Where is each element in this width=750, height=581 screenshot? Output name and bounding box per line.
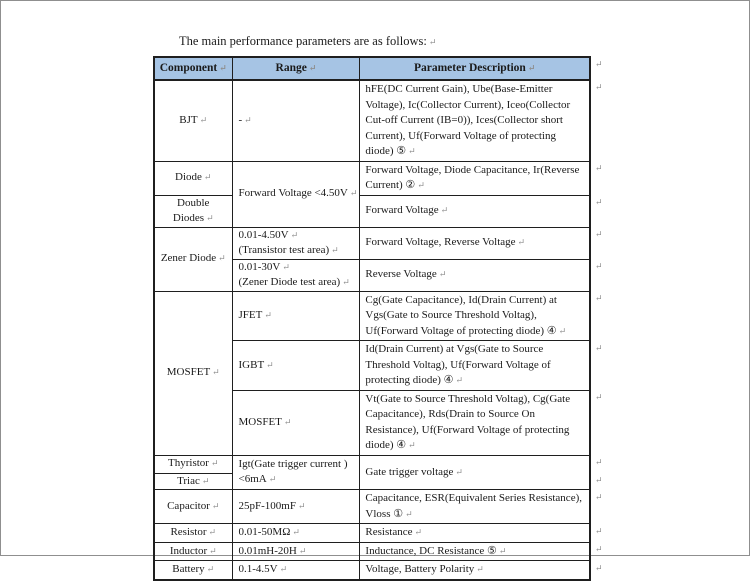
- cell-range: 0.1-4.5V ↵: [232, 561, 360, 580]
- paragraph-mark-icon: ↵: [283, 416, 292, 427]
- cell-description: Voltage, Battery Polarity ↵: [360, 561, 590, 580]
- row-end-mark-icon: ↵: [595, 229, 603, 239]
- paragraph-mark-icon: ↵: [405, 508, 413, 519]
- cell-range: MOSFET ↵: [232, 390, 360, 455]
- paragraph-mark-icon: ↵: [428, 37, 437, 47]
- cell-range: - ↵: [232, 80, 360, 161]
- cell-component: Double Diodes ↵: [154, 195, 232, 227]
- paragraph-mark-icon: ↵: [209, 545, 217, 556]
- paragraph-mark-icon: ↵: [342, 277, 350, 287]
- row-end-mark-icon: ↵: [595, 457, 603, 467]
- cell-description: Forward Voltage ↵: [360, 195, 590, 227]
- paragraph-mark-icon: ↵: [218, 253, 226, 264]
- paragraph-mark-icon: ↵: [414, 527, 423, 537]
- cell-range: IGBT ↵: [232, 341, 360, 391]
- cell-description: Forward Voltage, Reverse Voltage ↵: [360, 227, 590, 259]
- table-container: [153, 56, 603, 581]
- cell-description: Inductance, DC Resistance ⑤ ↵: [360, 542, 590, 561]
- intro-text: The main performance parameters are as follows: ↵: [179, 34, 437, 48]
- row-end-mark-icon: ↵: [595, 563, 603, 573]
- range-line-1: 0.01-4.50V ↵: [238, 228, 299, 241]
- cell-range: 0.01mH-20H ↵: [232, 542, 360, 561]
- cell-range: 25pF-100mF ↵: [232, 490, 360, 524]
- row-end-mark-icon: ↵: [595, 492, 603, 502]
- table-row: [154, 524, 590, 543]
- row-end-mark-icon: ↵: [595, 293, 603, 303]
- paragraph-mark-icon: ↵: [206, 564, 215, 574]
- paragraph-mark-icon: ↵: [298, 545, 307, 556]
- range-line-1: 0.01-30V ↵: [238, 260, 290, 273]
- paragraph-mark-icon: ↵: [417, 180, 425, 190]
- cell-description: Forward Voltage, Diode Capacitance, Ir(Reverse Current) ② ↵: [360, 161, 590, 195]
- row-end-mark-icon: ↵: [595, 526, 603, 536]
- paragraph-mark-icon: ↵: [438, 269, 447, 280]
- table-row: [154, 80, 590, 161]
- cell-component: Triac ↵: [154, 473, 232, 490]
- paragraph-mark-icon: ↵: [212, 367, 220, 378]
- cell-range: [232, 259, 360, 291]
- paragraph-mark-icon: ↵: [208, 527, 217, 537]
- cell-component: Zener Diode ↵: [154, 227, 232, 291]
- paragraph-mark-icon: ↵: [199, 115, 208, 125]
- paragraph-mark-icon: ↵: [268, 474, 277, 485]
- cell-description: Vt(Gate to Source Threshold Voltag), Cg(Gate Capacitance), Rds(Drain to Source On Resistance), Uf(Forward Voltage of protecting diode) ④ ↵: [360, 390, 590, 455]
- cell-component: Resistor ↵: [154, 524, 232, 543]
- paragraph-mark-icon: ↵: [331, 245, 339, 255]
- cell-description: Id(Drain Current) at Vgs(Gate to Source Threshold Voltag), Uf(Forward Voltage of protecting diode) ④ ↵: [360, 341, 590, 391]
- row-end-mark-icon: ↵: [595, 392, 603, 402]
- header-row: [154, 57, 590, 80]
- cell-component: BJT ↵: [154, 80, 232, 161]
- table-row: [154, 561, 590, 580]
- paragraph-mark-icon: ↵: [201, 475, 210, 486]
- cell-description: Reverse Voltage ↵: [360, 259, 590, 291]
- row-end-mark-icon: ↵: [595, 163, 603, 173]
- table-row: [154, 161, 590, 195]
- paragraph-mark-icon: ↵: [308, 62, 317, 73]
- table-row: [154, 195, 590, 227]
- range-line-2: (Transistor test area) ↵: [238, 244, 339, 256]
- paragraph-mark-icon: ↵: [517, 237, 526, 248]
- cell-range: Forward Voltage <4.50V ↵: [232, 161, 360, 227]
- header-range: Range ↵: [232, 57, 360, 80]
- cell-component: Thyristor ↵: [154, 455, 232, 473]
- paragraph-mark-icon: ↵: [266, 359, 274, 370]
- row-end-mark-icon: ↵: [595, 82, 603, 92]
- table-row: [154, 227, 590, 259]
- paragraph-mark-icon: ↵: [440, 205, 449, 216]
- paragraph-mark-icon: ↵: [206, 213, 214, 223]
- cell-range: JFET ↵: [232, 291, 360, 341]
- row-end-mark-icon: ↵: [595, 197, 603, 207]
- paragraph-mark-icon: ↵: [219, 62, 227, 73]
- cell-component: Capacitor ↵: [154, 490, 232, 524]
- cell-description: Resistance ↵: [360, 524, 590, 543]
- paragraph-mark-icon: ↵: [282, 261, 290, 272]
- paragraph-mark-icon: ↵: [498, 545, 507, 556]
- paragraph-mark-icon: ↵: [476, 564, 484, 574]
- paragraph-mark-icon: ↵: [527, 62, 536, 73]
- paragraph-mark-icon: ↵: [349, 188, 358, 199]
- row-end-mark-icon: ↵: [595, 544, 603, 554]
- paragraph-mark-icon: ↵: [279, 564, 288, 574]
- paragraph-mark-icon: ↵: [558, 325, 567, 336]
- paragraph-mark-icon: ↵: [211, 500, 220, 511]
- row-end-mark-icon: ↵: [595, 475, 603, 485]
- cell-component: Battery ↵: [154, 561, 232, 580]
- header-description: Parameter Description ↵: [360, 57, 590, 80]
- paragraph-mark-icon: ↵: [455, 375, 464, 385]
- paragraph-mark-icon: ↵: [297, 500, 306, 511]
- parameters-table: [153, 56, 591, 581]
- cell-range: [232, 227, 360, 259]
- cell-description: hFE(DC Current Gain), Ube(Base-Emitter Voltage), Ic(Collector Current), Iceo(Collector Cut-off Current (IB=0)), Ices(Collector short Current), Uf(Forward Voltage of protecting diode) ⑤ ↵: [360, 80, 590, 161]
- cell-range: Igt(Gate trigger current )<6mA ↵: [232, 455, 360, 490]
- table-row: [154, 490, 590, 524]
- cell-range: 0.01-50MΩ ↵: [232, 524, 360, 543]
- paragraph-mark-icon: ↵: [408, 440, 416, 450]
- paragraph-mark-icon: ↵: [244, 115, 252, 125]
- cell-component: Inductor ↵: [154, 542, 232, 561]
- row-end-mark-icon: ↵: [595, 343, 603, 353]
- row-end-mark-icon: ↵: [595, 59, 603, 69]
- intro-paragraph: [179, 34, 436, 49]
- table-row: [154, 291, 590, 341]
- paragraph-mark-icon: ↵: [210, 458, 219, 469]
- cell-component: MOSFET ↵: [154, 291, 232, 455]
- paragraph-mark-icon: ↵: [290, 229, 299, 240]
- paragraph-mark-icon: ↵: [292, 527, 300, 537]
- header-component: Component ↵: [154, 57, 232, 80]
- table-row: [154, 455, 590, 473]
- range-line-2: (Zener Diode test area) ↵: [238, 276, 350, 288]
- cell-description: Gate trigger voltage ↵: [360, 455, 590, 490]
- cell-description: Cg(Gate Capacitance), Id(Drain Current) at Vgs(Gate to Source Threshold Voltag), Uf(Forward Voltage of protecting diode) ④ ↵: [360, 291, 590, 341]
- cell-component: Diode ↵: [154, 161, 232, 195]
- paragraph-mark-icon: ↵: [264, 310, 272, 320]
- paragraph-mark-icon: ↵: [408, 146, 416, 156]
- paragraph-mark-icon: ↵: [203, 172, 212, 183]
- table-row: [154, 542, 590, 561]
- row-end-mark-icon: ↵: [595, 261, 603, 271]
- paragraph-mark-icon: ↵: [455, 466, 463, 477]
- cell-description: Capacitance, ESR(Equivalent Series Resistance), Vloss ① ↵: [360, 490, 590, 524]
